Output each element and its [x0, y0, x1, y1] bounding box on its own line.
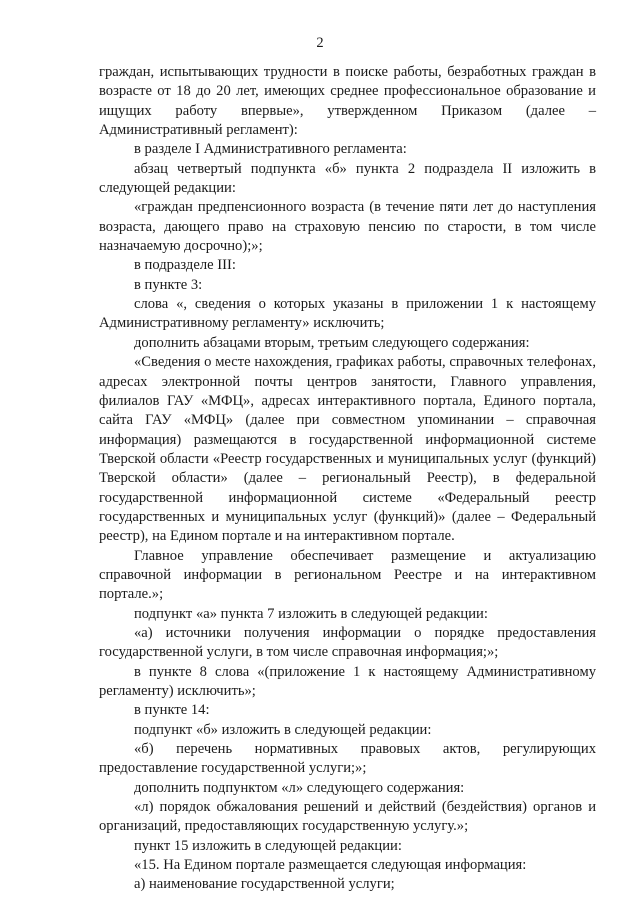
paragraph: «15. На Едином портале размещается следующая информация: — [134, 857, 527, 874]
paragraph: в пункте 3: — [134, 276, 203, 293]
paragraph: пункт 15 изложить в следующей редакции: — [134, 837, 402, 854]
paragraph: слова «, сведения о которых указаны в приложении 1 к настоящему Административному регламенту» исключить; — [99, 296, 596, 332]
paragraph: подпункт «б» изложить в следующей редакции: — [134, 721, 432, 738]
paragraph: дополнить абзацами вторым, третьим следующего содержания: — [134, 334, 530, 351]
paragraph-intro: граждан, испытывающих трудности в поиске работы, безработных граждан в возрасте от 18 до 20 лет, имеющих среднее профессиональное образование и ищущих работу впервые», утвержденном Приказом (далее – Административный регламент): — [99, 64, 596, 139]
paragraph: абзац четвертый подпункта «б» пункта 2 подраздела II изложить в следующей редакции: — [99, 160, 596, 197]
paragraph: в пункте 8 слова «(приложение 1 к настоящему Административному регламенту) исключить»; — [99, 663, 596, 699]
paragraph: «б) перечень нормативных правовых актов, регулирующих предоставление государственной услуги;»; — [99, 741, 596, 777]
paragraph: «а) источники получения информации о порядке предоставления государственной услуги, в том числе справочная информация;»; — [99, 624, 596, 661]
paragraph: в разделе I Административного регламента: — [134, 141, 407, 158]
paragraph: а) наименование государственной услуги; — [134, 876, 395, 893]
page-number: 2 — [316, 35, 324, 51]
paragraph: «Сведения о месте нахождения, графиках работы, справочных телефонах, адресах электронной почты центров занятости, Главного управления, филиалов ГАУ «МФЦ», адресах интерактивного портала, Единого портала, сайта ГАУ «МФЦ» (далее при совместном упоминании – справочная информация) размещаются в государственной информационной системе Тверской области «Реестр государственных и муниципальных услуг (функций) Тверской области» (далее – региональный Реестр), в федеральной государственной информационной системе «Федеральный реестр государственных и муниципальных услуг (функций)» (далее – Федеральный реестр), на Едином портале и на интерактивном портале. — [99, 354, 596, 545]
paragraph: в пункте 14: — [134, 702, 210, 719]
paragraph: Главное управление обеспечивает размещение и актуализацию справочной информации в региональном Реестре и на интерактивном портале.»; — [99, 547, 596, 603]
paragraph: подпункт «а» пункта 7 изложить в следующей редакции: — [134, 605, 488, 622]
paragraph: «граждан предпенсионного возраста (в течение пяти лет до наступления возраста, дающего право на страховую пенсию по старости, в том числе назначаемую досрочно);»; — [99, 199, 596, 255]
paragraph: в подразделе III: — [134, 257, 236, 274]
paragraph: дополнить подпунктом «л» следующего содержания: — [134, 779, 465, 796]
document-body — [99, 63, 596, 895]
paragraph: «л) порядок обжалования решений и действий (бездействия) органов и организаций, предоставляющих государственную услугу.»; — [99, 799, 596, 835]
